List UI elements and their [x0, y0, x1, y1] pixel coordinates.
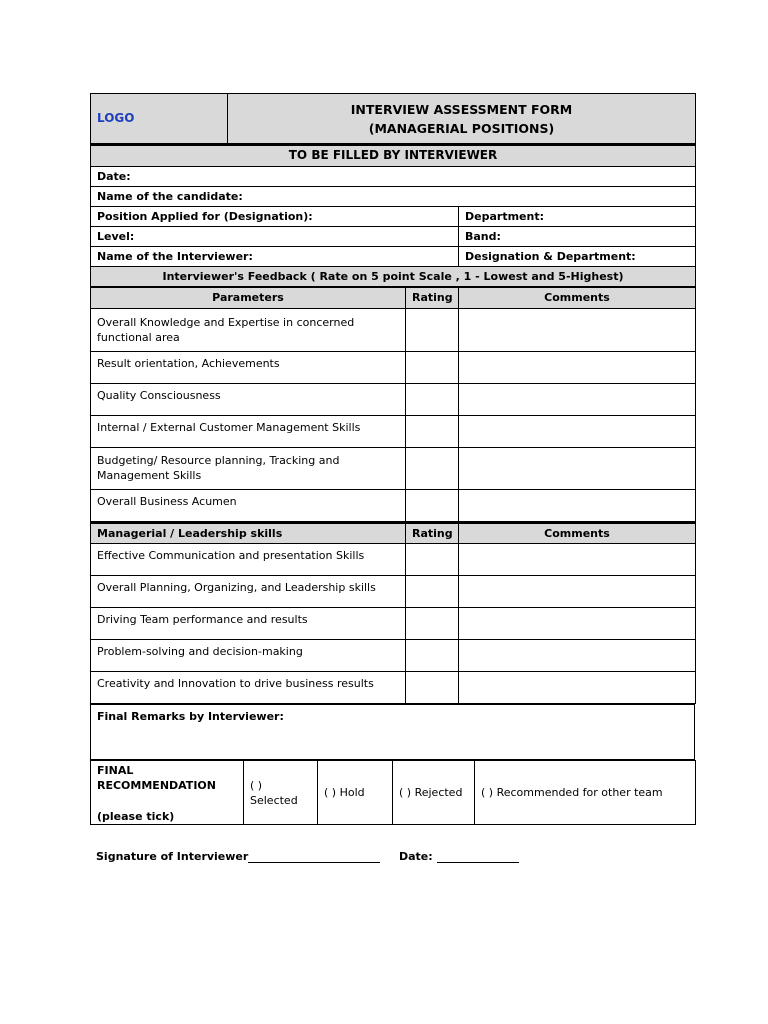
- table-row: [91, 447, 696, 489]
- comments-col-header: Comments: [459, 287, 696, 308]
- final-recommendation-label: [91, 761, 244, 825]
- table-row: [91, 383, 696, 415]
- rating-cell[interactable]: [406, 608, 459, 640]
- logo: LOGO: [91, 94, 228, 144]
- rating-cell[interactable]: [406, 489, 459, 521]
- managerial-skills-table: [90, 522, 696, 705]
- option-hold[interactable]: ( ) Hold: [318, 761, 393, 825]
- rating-cell[interactable]: [406, 576, 459, 608]
- assessment-form: [90, 93, 695, 825]
- position-field[interactable]: Position Applied for (Designation):: [91, 206, 459, 226]
- rating-cell[interactable]: [406, 544, 459, 576]
- skill-label: Driving Team performance and results: [91, 608, 406, 640]
- parameters-col-header: Parameters: [91, 287, 406, 308]
- footer-date-label: Date:: [399, 850, 433, 863]
- comments-cell[interactable]: [459, 544, 696, 576]
- parameter-label: Result orientation, Achievements: [91, 351, 406, 383]
- parameter-label: Overall Knowledge and Expertise in concerned functional area: [91, 308, 406, 351]
- comments-col-header: Comments: [459, 523, 696, 544]
- skill-label: Overall Planning, Organizing, and Leadership skills: [91, 576, 406, 608]
- final-remarks-table: [90, 704, 695, 760]
- date-field[interactable]: Date:: [91, 166, 696, 186]
- comments-cell[interactable]: [459, 447, 696, 489]
- table-row: [91, 576, 696, 608]
- rating-cell[interactable]: [406, 351, 459, 383]
- footer-date-row: [399, 850, 519, 863]
- rating-cell[interactable]: [406, 383, 459, 415]
- final-recommendation-title: FINAL RECOMMENDATION: [97, 764, 216, 792]
- option-rejected[interactable]: ( ) Rejected: [393, 761, 475, 825]
- managerial-col-header: Managerial / Leadership skills: [91, 523, 406, 544]
- form-title-line2: (MANAGERIAL POSITIONS): [368, 120, 555, 136]
- candidate-details: [90, 144, 696, 287]
- footer-date-line[interactable]: [437, 850, 519, 863]
- comments-cell[interactable]: [459, 308, 696, 351]
- rating-cell[interactable]: [406, 308, 459, 351]
- level-field[interactable]: Level:: [91, 226, 459, 246]
- comments-cell[interactable]: [459, 383, 696, 415]
- table-row: [91, 672, 696, 704]
- band-field[interactable]: Band:: [459, 226, 696, 246]
- parameter-label: Budgeting/ Resource planning, Tracking and Management Skills: [91, 447, 406, 489]
- filled-by-banner: TO BE FILLED BY INTERVIEWER: [91, 145, 696, 166]
- skill-label: Creativity and Innovation to drive business results: [91, 672, 406, 704]
- signature-label: Signature of Interviewer: [96, 850, 249, 863]
- signature-line[interactable]: [248, 850, 380, 863]
- table-row: [91, 608, 696, 640]
- rating-col-header: Rating: [406, 523, 459, 544]
- form-title-line1: INTERVIEW ASSESSMENT FORM: [350, 101, 573, 117]
- comments-cell[interactable]: [459, 351, 696, 383]
- table-row: [91, 351, 696, 383]
- skill-label: Effective Communication and presentation Skills: [91, 544, 406, 576]
- department-field[interactable]: Department:: [459, 206, 696, 226]
- signature-row: [96, 850, 380, 863]
- comments-cell[interactable]: [459, 640, 696, 672]
- rating-cell[interactable]: [406, 447, 459, 489]
- feedback-header: Interviewer's Feedback ( Rate on 5 point Scale , 1 - Lowest and 5-Highest): [91, 266, 696, 286]
- comments-cell[interactable]: [459, 489, 696, 521]
- please-tick-note: (please tick): [97, 810, 175, 823]
- candidate-name-field[interactable]: Name of the candidate:: [91, 186, 696, 206]
- parameter-label: Internal / External Customer Management Skills: [91, 415, 406, 447]
- parameters-table: [90, 287, 696, 522]
- table-row: [91, 308, 696, 351]
- managerial-header-row: [91, 523, 696, 544]
- table-row: [91, 415, 696, 447]
- interviewer-name-field[interactable]: Name of the Interviewer:: [91, 246, 459, 266]
- form-header: [90, 93, 696, 144]
- table-row: [91, 544, 696, 576]
- comments-cell[interactable]: [459, 576, 696, 608]
- parameters-header-row: [91, 287, 696, 308]
- table-row: [91, 640, 696, 672]
- table-row: [91, 489, 696, 521]
- designation-department-field[interactable]: Designation & Department:: [459, 246, 696, 266]
- parameter-label: Overall Business Acumen: [91, 489, 406, 521]
- comments-cell[interactable]: [459, 672, 696, 704]
- final-remarks-field[interactable]: Final Remarks by Interviewer:: [91, 705, 695, 760]
- rating-cell[interactable]: [406, 672, 459, 704]
- rating-col-header: Rating: [406, 287, 459, 308]
- option-selected[interactable]: ( ) Selected: [244, 761, 318, 825]
- skill-label: Problem-solving and decision-making: [91, 640, 406, 672]
- recommendation-table: [90, 760, 696, 825]
- form-title: [228, 94, 696, 144]
- rating-cell[interactable]: [406, 640, 459, 672]
- comments-cell[interactable]: [459, 415, 696, 447]
- comments-cell[interactable]: [459, 608, 696, 640]
- option-recommended-other-team[interactable]: ( ) Recommended for other team: [475, 761, 696, 825]
- parameter-label: Quality Consciousness: [91, 383, 406, 415]
- rating-cell[interactable]: [406, 415, 459, 447]
